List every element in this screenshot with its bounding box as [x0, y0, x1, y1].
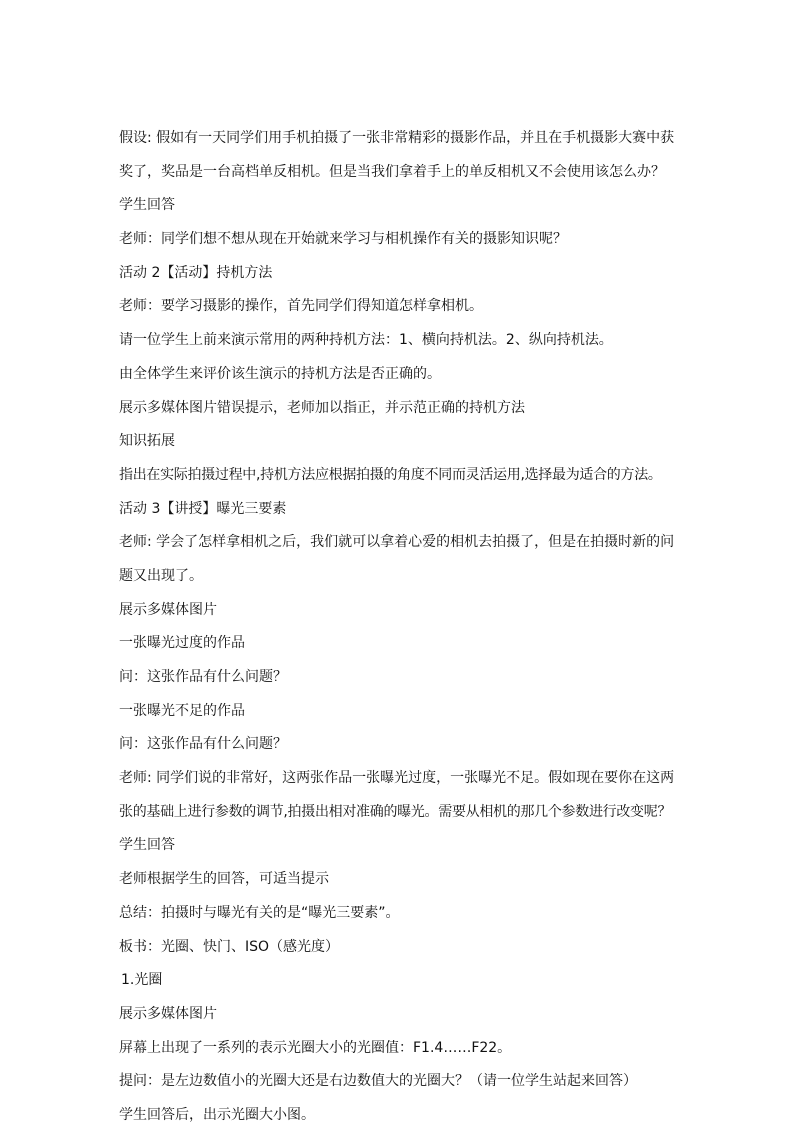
paragraph-line: 请一位学生上前来演示常用的两种持机方法：1、横向持机法。2、纵向持机法。 — [119, 332, 613, 349]
paragraph-line: 问：这张作品有什么问题？ — [119, 669, 287, 685]
paragraph-line: 板书：光圈、快门、ISO（感光度） — [119, 938, 340, 955]
paragraph-line: 展示多媒体图片 — [119, 1005, 217, 1022]
paragraph-line: 展示多媒体图片 — [119, 601, 217, 618]
paragraph-line: 学生回答后，出示光圈大小图。 — [119, 1106, 315, 1123]
paragraph-line: 老师：要学习摄影的操作，首先同学们得知道怎样拿相机。 — [119, 298, 483, 315]
paragraph-line: 老师: 同学们说的非常好，这两张作品一张曝光过度，一张曝光不足。假如现在要你在这两 — [119, 770, 675, 787]
numbered-heading: 1.光圈 — [121, 972, 163, 989]
paragraph-line: 总结：拍摄时与曝光有关的是“曝光三要素”。 — [119, 904, 400, 921]
paragraph-line: 问：这张作品有什么问题？ — [119, 736, 287, 753]
paragraph-line: 指出在实际拍摄过程中,持机方法应根据拍摄的角度不同而灵活运用,选择最为适合的方法。 — [119, 466, 662, 483]
paragraph-line: 假设: 假如有一天同学们用手机拍摄了一张非常精彩的摄影作品，并且在手机摄影大赛中获 — [119, 130, 675, 146]
section-heading: 活动 3【讲授】曝光三要素 — [119, 500, 287, 517]
paragraph-line: 老师：同学们想不想从现在开始就来学习与相机操作有关的摄影知识呢？ — [119, 231, 567, 248]
paragraph-line: 一张曝光过度的作品 — [119, 635, 245, 652]
paragraph-line: 老师: 学会了怎样拿相机之后，我们就可以拿着心爱的相机去拍摄了，但是在拍摄时新的问 — [119, 534, 675, 551]
paragraph-line: 一张曝光不足的作品 — [119, 702, 245, 719]
paragraph-line: 老师根据学生的回答，可适当提示 — [119, 871, 329, 888]
paragraph-line: 学生回答 — [119, 837, 175, 854]
paragraph-line: 由全体学生来评价该生演示的持机方法是否正确的。 — [119, 365, 441, 382]
paragraph-line: 屏幕上出现了一系列的表示光圈大小的光圈值：F1.4……F22。 — [119, 1039, 512, 1056]
paragraph-line: 张的基础上进行参数的调节,拍摄出相对准确的曝光。需要从相机的那几个参数进行改变呢？ — [119, 803, 672, 820]
section-heading: 活动 2【活动】持机方法 — [119, 264, 273, 281]
paragraph-line: 提问：是左边数值小的光圈大还是右边数值大的光圈大？（请一位学生站起来回答） — [119, 1073, 637, 1090]
paragraph-line: 奖了，奖品是一台高档单反相机。但是当我们拿着手上的单反相机又不会使用该怎么办？ — [119, 163, 665, 180]
paragraph-line: 题又出现了。 — [119, 567, 203, 584]
paragraph-line: 展示多媒体图片错误提示，老师加以指正，并示范正确的持机方法 — [119, 399, 525, 416]
subsection-heading: 知识拓展 — [119, 433, 175, 450]
document-body — [119, 128, 679, 1139]
paragraph-line: 学生回答 — [119, 197, 175, 214]
